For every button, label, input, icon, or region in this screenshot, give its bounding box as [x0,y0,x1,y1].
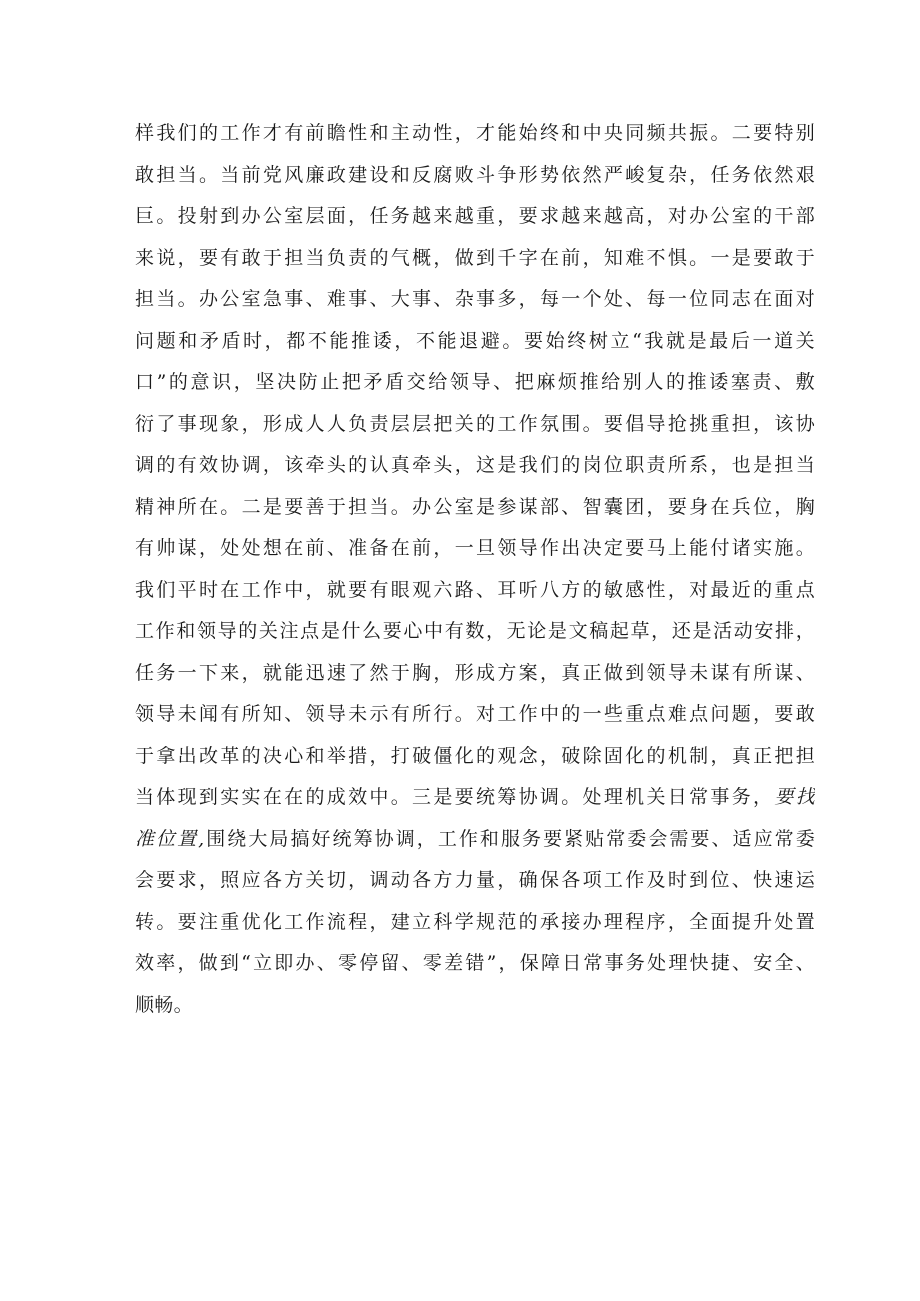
text-line: 我们平时在工作中，就要有眼观六路、耳听八方的敏感性，对最近的重点 [135,578,815,601]
text-line [135,777,815,819]
text-line: 来说，要有敢于担当负责的气概，做到千字在前，知难不惧。一是要敢于 [135,246,815,269]
text-line: 担当。办公室急事、难事、大事、杂事多，每一个处、每一位同志在面对 [135,288,815,310]
text-line: 口”的意识，坚决防止把矛盾交给领导、把麻烦推给别人的推诿塞责、敷 [135,371,815,393]
text-line: 工作和领导的关注点是什么要心中有数，无论是文稿起草，还是活动安排， [135,620,815,642]
text-line [135,819,815,861]
italic-text-segment: 准位置, [135,827,205,850]
text-line: 巨。投射到办公室层面，任务越来越重，要求越来越高，对办公室的干部 [135,205,815,227]
text-line: 顺畅。 [135,993,193,1016]
text-line: 敢担当。当前党风廉政建设和反腐败斗争形势依然严峻复杂，任务依然艰 [135,163,815,186]
text-segment: 当体现到实实在在的成效中。三是要统筹协调。处理机关日常事务， [135,786,775,808]
text-line: 会要求，照应各方关切，调动各方力量，确保各项工作及时到位、快速运 [135,869,815,891]
italic-text-segment: 要找 [774,786,815,808]
text-line: 于拿出改革的决心和举措，打破僵化的观念，破除固化的机制，真正把担 [135,744,815,767]
text-line: 调的有效协调，该牵头的认真牵头，这是我们的岗位职责所系，也是担当 [135,454,815,476]
text-line: 转。要注重优化工作流程，建立科学规范的承接办理程序，全面提升处置 [135,910,815,933]
body-text [135,113,815,1026]
text-line: 问题和矛盾时，都不能推诿，不能退避。要始终树立“我就是最后一道关 [135,329,815,352]
text-line: 效率，做到“立即办、零停留、零差错”，保障日常事务处理快捷、安全、 [135,952,815,974]
text-line: 样我们的工作才有前瞻性和主动性，才能始终和中央同频共振。二要特别 [135,122,815,144]
text-segment: 围绕大局搞好统筹协调，工作和服务要紧贴常委会需要、适应常委 [204,827,815,850]
text-line: 衍了事现象，形成人人负责层层把关的工作氛围。要倡导抢挑重担，该协 [135,412,815,435]
text-line: 任务一下来，就能迅速了然于胸，形成方案，真正做到领导未谋有所谋、 [135,661,815,684]
text-line: 精神所在。二是要善于担当。办公室是参谋部、智囊团，要身在兵位，胸 [135,495,815,518]
text-line: 领导未闻有所知、领导未示有所行。对工作中的一些重点难点问题，要敢 [135,703,815,725]
text-line: 有帅谋，处处想在前、准备在前，一旦领导作出决定要马上能付诸实施。 [135,537,815,559]
